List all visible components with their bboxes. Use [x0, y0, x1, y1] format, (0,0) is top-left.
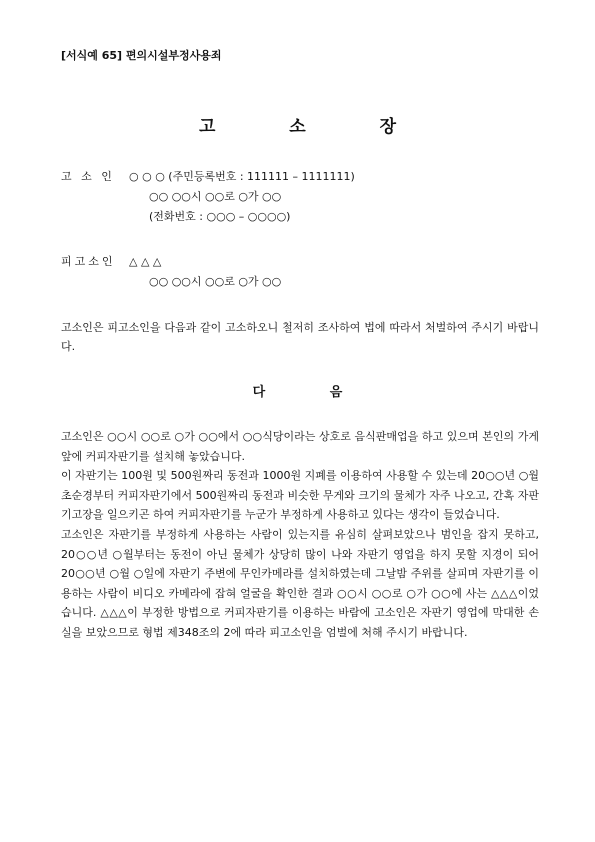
- intro-paragraph: 고소인은 피고소인을 다음과 같이 고소하오니 철저히 조사하여 법에 따라서 처벌하여 주시기 바랍니다.: [61, 321, 539, 353]
- accused-address: ○○ ○○시 ○○로 ○가 ○○: [149, 275, 282, 288]
- form-label: [서식예 65] 편의시설부정사용죄: [61, 49, 222, 62]
- section-title: 다 음: [252, 385, 373, 400]
- accused-block: [61, 252, 541, 302]
- complainant-address: ○○ ○○시 ○○로 ○가 ○○: [149, 190, 282, 203]
- document-title: 고 소 장: [198, 117, 431, 137]
- body-text: [61, 427, 539, 643]
- complainant-block: [61, 167, 541, 237]
- accused-label: 피고소인: [61, 255, 116, 268]
- complainant-name-line: ○ ○ ○ (주민등록번호 : 111111 – 1111111): [129, 170, 355, 183]
- body-paragraph: 이 자판기는 100원 및 500원짜리 동전과 1000원 지폐를 이용하여 사용할 수 있는데 20○○년 ○월 초순경부터 커피자판기에서 500원짜리 동전과 비슷한 무게와 크기의 물체가 자주 나오고, 간혹 자판기고장을 일으키곤 하여 커피자판기를 누군가 부정하게 사용하고 있다는 생각이 들었습니다.: [61, 469, 539, 522]
- accused-name-line: △ △ △: [129, 255, 162, 268]
- accused-details: [129, 252, 569, 292]
- complainant-phone: (전화번호 : ○○○ – ○○○○): [149, 210, 291, 223]
- body-paragraph: 고소인은 자판기를 부정하게 사용하는 사람이 있는지를 유심히 살펴보았으나 범인을 잡지 못하고, 20○○년 ○월부터는 동전이 아닌 물체가 상당히 많이 나와 자판기 영업을 하지 못할 지경이 되어 20○○년 ○월 ○일에 자판기 주변에 무인카메라를 설치하였는데 그날밤 주위를 살피며 자판기를 이용하는 사람이 비디오 카메라에 잡혀 얼굴을 확인한 결과 ○○시 ○○로 ○가 ○○에 사는 △△△이었습니다. △△△이 부정한 방법으로 커피자판기를 이용하는 바람에 고소인은 자판기 영업에 막대한 손실을 보았으므로 형법 제348조의 2에 따라 피고소인을 엄벌에 처해 주시기 바랍니다.: [61, 527, 539, 639]
- complainant-label: 고 소 인: [61, 170, 115, 183]
- body-paragraph: 고소인은 ○○시 ○○로 ○가 ○○에서 ○○식당이라는 상호로 음식판매업을 하고 있으며 본인의 가게 앞에 커피자판기를 설치해 놓았습니다.: [61, 430, 539, 463]
- complainant-details: [129, 167, 569, 227]
